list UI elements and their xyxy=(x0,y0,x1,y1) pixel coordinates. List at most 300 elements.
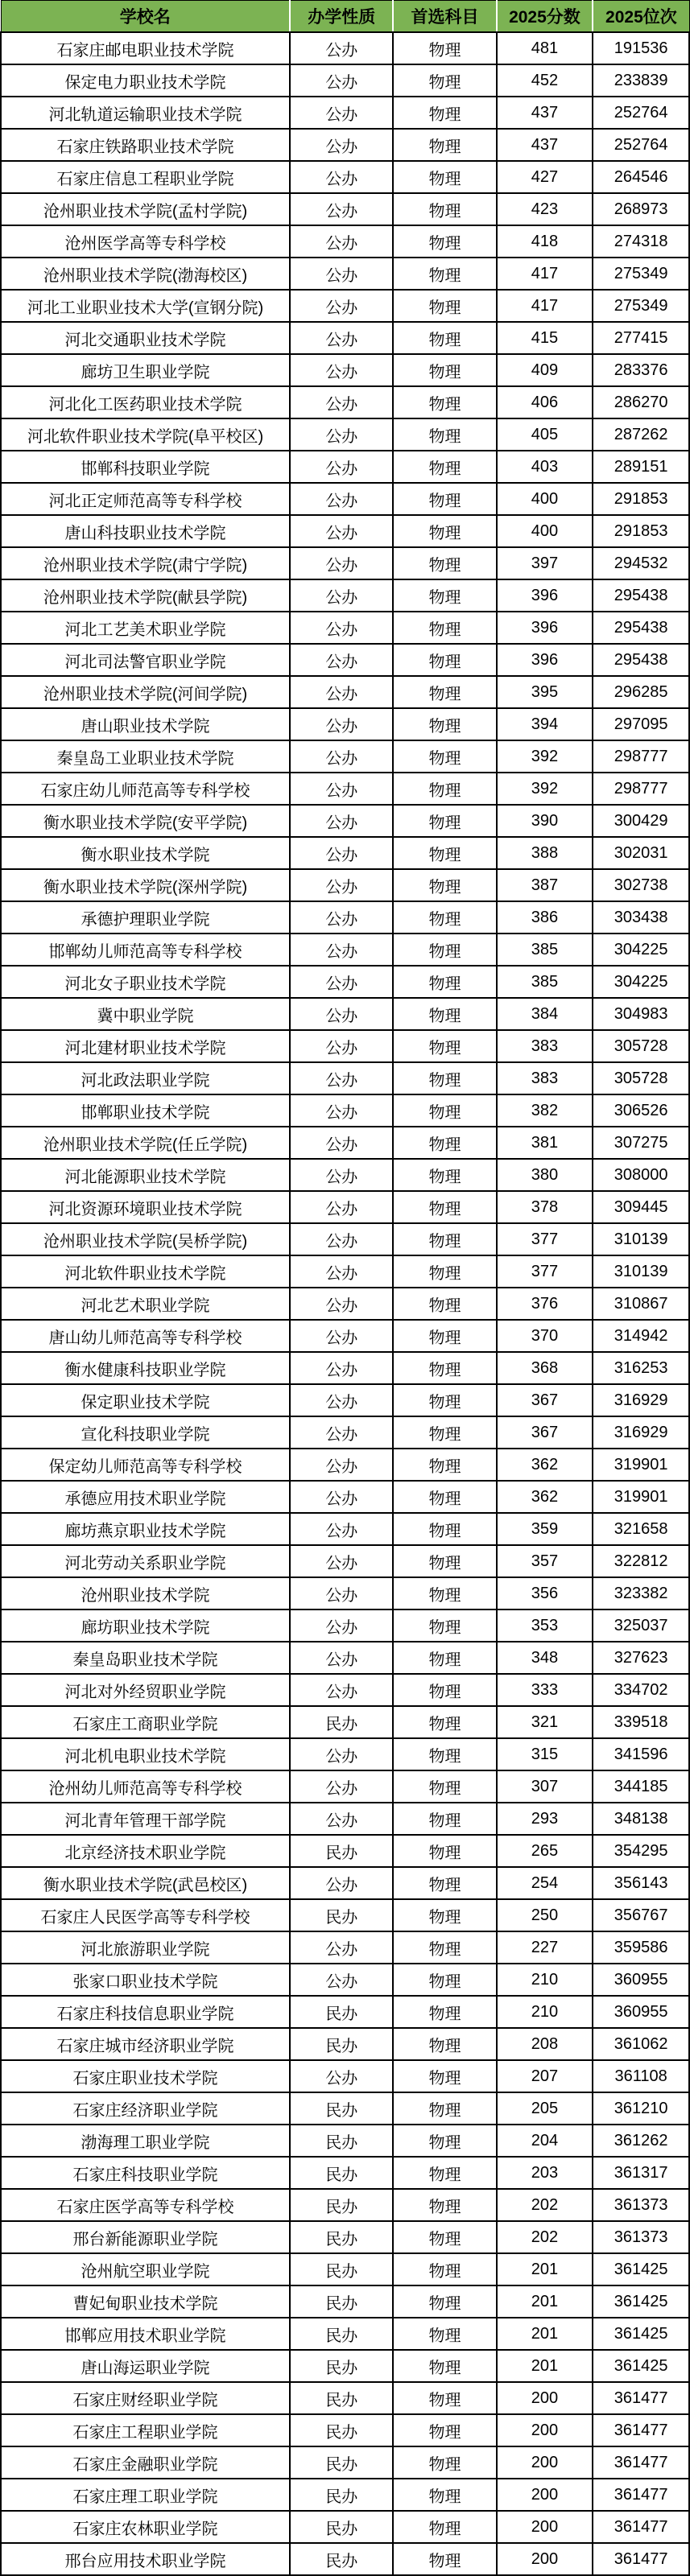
table-row xyxy=(1,1320,689,1352)
score-cell: 250 xyxy=(497,1899,593,1931)
ownership-cell: 公办 xyxy=(290,708,393,740)
subject-cell: 物理 xyxy=(393,418,496,451)
rank-cell: 264546 xyxy=(593,161,689,193)
ownership-cell: 民办 xyxy=(290,2221,393,2253)
score-cell: 427 xyxy=(497,161,593,193)
school-name-cell: 石家庄农林职业学院 xyxy=(1,2511,290,2543)
score-cell: 382 xyxy=(497,1094,593,1127)
school-name-cell: 唐山科技职业技术学院 xyxy=(1,515,290,547)
score-cell: 423 xyxy=(497,193,593,225)
rank-cell: 361210 xyxy=(593,2092,689,2125)
rank-cell: 316253 xyxy=(593,1352,689,1384)
subject-cell: 物理 xyxy=(393,1159,496,1191)
table-row xyxy=(1,161,689,193)
table-row xyxy=(1,676,689,708)
school-name-cell: 河北对外经贸职业学院 xyxy=(1,1674,290,1706)
subject-cell: 物理 xyxy=(393,579,496,612)
score-cell: 380 xyxy=(497,1159,593,1191)
rank-cell: 297095 xyxy=(593,708,689,740)
school-name-cell: 河北机电职业技术学院 xyxy=(1,1738,290,1770)
score-cell: 207 xyxy=(497,2060,593,2092)
ownership-cell: 民办 xyxy=(290,2382,393,2414)
rank-cell: 359586 xyxy=(593,1931,689,1964)
score-cell: 388 xyxy=(497,837,593,869)
score-cell: 353 xyxy=(497,1609,593,1642)
ownership-cell: 民办 xyxy=(290,1835,393,1867)
subject-cell: 物理 xyxy=(393,1545,496,1577)
rank-cell: 356143 xyxy=(593,1867,689,1899)
table-row xyxy=(1,1577,689,1609)
ownership-cell: 民办 xyxy=(290,2446,393,2479)
ownership-cell: 公办 xyxy=(290,1481,393,1513)
table-row xyxy=(1,97,689,129)
score-cell: 205 xyxy=(497,2092,593,2125)
ownership-cell: 公办 xyxy=(290,1545,393,1577)
school-name-cell: 邢台应用技术职业学院 xyxy=(1,2543,290,2575)
school-name-cell: 渤海理工职业学院 xyxy=(1,2125,290,2157)
table-row xyxy=(1,1996,689,2028)
ownership-cell: 公办 xyxy=(290,1223,393,1255)
score-cell: 362 xyxy=(497,1481,593,1513)
subject-cell: 物理 xyxy=(393,2125,496,2157)
table-row xyxy=(1,1030,689,1062)
subject-cell: 物理 xyxy=(393,644,496,676)
score-cell: 293 xyxy=(497,1803,593,1835)
ownership-cell: 公办 xyxy=(290,1191,393,1223)
table-row xyxy=(1,1481,689,1513)
subject-cell: 物理 xyxy=(393,2414,496,2446)
col-header-rank-2025: 2025位次 xyxy=(593,1,689,33)
school-name-cell: 河北化工医药职业技术学院 xyxy=(1,386,290,418)
subject-cell: 物理 xyxy=(393,2189,496,2221)
table-row xyxy=(1,1127,689,1159)
score-cell: 370 xyxy=(497,1320,593,1352)
school-name-cell: 保定电力职业技术学院 xyxy=(1,64,290,97)
school-name-cell: 衡水职业技术学院(深州学院) xyxy=(1,869,290,901)
ownership-cell: 公办 xyxy=(290,837,393,869)
rank-cell: 291853 xyxy=(593,515,689,547)
score-cell: 385 xyxy=(497,966,593,998)
table-row xyxy=(1,837,689,869)
score-cell: 357 xyxy=(497,1545,593,1577)
school-name-cell: 曹妃甸职业技术学院 xyxy=(1,2285,290,2318)
score-cell: 368 xyxy=(497,1352,593,1384)
rank-cell: 325037 xyxy=(593,1609,689,1642)
ownership-cell: 公办 xyxy=(290,1288,393,1320)
rank-cell: 356767 xyxy=(593,1899,689,1931)
school-name-cell: 沧州职业技术学院(渤海校区) xyxy=(1,258,290,290)
school-name-cell: 石家庄工商职业学院 xyxy=(1,1706,290,1738)
subject-cell: 物理 xyxy=(393,2092,496,2125)
table-row xyxy=(1,2157,689,2189)
rank-cell: 361373 xyxy=(593,2221,689,2253)
rank-cell: 275349 xyxy=(593,258,689,290)
ownership-cell: 公办 xyxy=(290,2060,393,2092)
rank-cell: 354295 xyxy=(593,1835,689,1867)
ownership-cell: 公办 xyxy=(290,290,393,322)
ownership-cell: 公办 xyxy=(290,805,393,837)
score-cell: 200 xyxy=(497,2511,593,2543)
ownership-cell: 公办 xyxy=(290,64,393,97)
score-cell: 201 xyxy=(497,2318,593,2350)
score-cell: 200 xyxy=(497,2543,593,2575)
school-name-cell: 宣化科技职业学院 xyxy=(1,1416,290,1449)
table-row xyxy=(1,1384,689,1416)
rank-cell: 295438 xyxy=(593,579,689,612)
ownership-cell: 公办 xyxy=(290,612,393,644)
subject-cell: 物理 xyxy=(393,2446,496,2479)
ownership-cell: 民办 xyxy=(290,2318,393,2350)
table-row xyxy=(1,547,689,579)
subject-cell: 物理 xyxy=(393,1931,496,1964)
table-header xyxy=(1,1,689,33)
school-name-cell: 河北旅游职业学院 xyxy=(1,1931,290,1964)
school-name-cell: 石家庄医学高等专科学校 xyxy=(1,2189,290,2221)
score-cell: 385 xyxy=(497,934,593,966)
subject-cell: 物理 xyxy=(393,805,496,837)
ownership-cell: 公办 xyxy=(290,773,393,805)
subject-cell: 物理 xyxy=(393,451,496,483)
col-header-ownership: 办学性质 xyxy=(290,1,393,33)
ownership-cell: 公办 xyxy=(290,1384,393,1416)
subject-cell: 物理 xyxy=(393,934,496,966)
rank-cell: 327623 xyxy=(593,1642,689,1674)
school-name-cell: 沧州职业技术学院(吴桥学院) xyxy=(1,1223,290,1255)
school-name-cell: 河北司法警官职业学院 xyxy=(1,644,290,676)
school-name-cell: 石家庄工程职业学院 xyxy=(1,2414,290,2446)
table-row xyxy=(1,2060,689,2092)
table-row xyxy=(1,451,689,483)
rank-cell: 360955 xyxy=(593,1964,689,1996)
school-name-cell: 河北政法职业学院 xyxy=(1,1062,290,1094)
score-cell: 265 xyxy=(497,1835,593,1867)
subject-cell: 物理 xyxy=(393,2221,496,2253)
rank-cell: 296285 xyxy=(593,676,689,708)
col-header-subject: 首选科目 xyxy=(393,1,496,33)
ownership-cell: 公办 xyxy=(290,998,393,1030)
score-cell: 200 xyxy=(497,2414,593,2446)
rank-cell: 361062 xyxy=(593,2028,689,2060)
subject-cell: 物理 xyxy=(393,2350,496,2382)
table-row xyxy=(1,1835,689,1867)
school-name-cell: 沧州幼儿师范高等专科学校 xyxy=(1,1770,290,1803)
school-name-cell: 沧州职业技术学院 xyxy=(1,1577,290,1609)
ownership-cell: 公办 xyxy=(290,869,393,901)
score-cell: 437 xyxy=(497,97,593,129)
ownership-cell: 公办 xyxy=(290,97,393,129)
rank-cell: 361425 xyxy=(593,2285,689,2318)
rank-cell: 191536 xyxy=(593,32,689,64)
ownership-cell: 公办 xyxy=(290,1674,393,1706)
table-row xyxy=(1,386,689,418)
table-row xyxy=(1,1899,689,1931)
rank-cell: 286270 xyxy=(593,386,689,418)
table-row xyxy=(1,1513,689,1545)
rank-cell: 295438 xyxy=(593,612,689,644)
subject-cell: 物理 xyxy=(393,483,496,515)
rank-cell: 310139 xyxy=(593,1223,689,1255)
rank-cell: 339518 xyxy=(593,1706,689,1738)
ownership-cell: 公办 xyxy=(290,547,393,579)
score-cell: 396 xyxy=(497,579,593,612)
table-row xyxy=(1,2350,689,2382)
table-row xyxy=(1,934,689,966)
school-name-cell: 保定幼儿师范高等专科学校 xyxy=(1,1449,290,1481)
subject-cell: 物理 xyxy=(393,32,496,64)
school-name-cell: 北京经济技术职业学院 xyxy=(1,1835,290,1867)
score-cell: 403 xyxy=(497,451,593,483)
ownership-cell: 民办 xyxy=(290,1706,393,1738)
table-row xyxy=(1,2446,689,2479)
score-cell: 201 xyxy=(497,2350,593,2382)
rank-cell: 361373 xyxy=(593,2189,689,2221)
subject-cell: 物理 xyxy=(393,966,496,998)
subject-cell: 物理 xyxy=(393,1030,496,1062)
score-cell: 377 xyxy=(497,1223,593,1255)
rank-cell: 298777 xyxy=(593,740,689,773)
school-name-cell: 石家庄财经职业学院 xyxy=(1,2382,290,2414)
ownership-cell: 公办 xyxy=(290,1642,393,1674)
subject-cell: 物理 xyxy=(393,1255,496,1288)
col-header-school-name: 学校名 xyxy=(1,1,290,33)
school-name-cell: 唐山职业技术学院 xyxy=(1,708,290,740)
school-name-cell: 石家庄理工职业学院 xyxy=(1,2479,290,2511)
ownership-cell: 民办 xyxy=(290,2414,393,2446)
ownership-cell: 公办 xyxy=(290,1320,393,1352)
table-row xyxy=(1,2511,689,2543)
rank-cell: 304983 xyxy=(593,998,689,1030)
table-row xyxy=(1,740,689,773)
subject-cell: 物理 xyxy=(393,2479,496,2511)
table-row xyxy=(1,1642,689,1674)
subject-cell: 物理 xyxy=(393,1223,496,1255)
subject-cell: 物理 xyxy=(393,1738,496,1770)
ownership-cell: 公办 xyxy=(290,354,393,386)
ownership-cell: 公办 xyxy=(290,418,393,451)
subject-cell: 物理 xyxy=(393,1964,496,1996)
score-cell: 377 xyxy=(497,1255,593,1288)
school-name-cell: 唐山海运职业学院 xyxy=(1,2350,290,2382)
table-row xyxy=(1,966,689,998)
ownership-cell: 公办 xyxy=(290,1416,393,1449)
school-name-cell: 沧州航空职业学院 xyxy=(1,2253,290,2285)
col-header-score-2025: 2025分数 xyxy=(497,1,593,33)
ownership-cell: 公办 xyxy=(290,386,393,418)
school-name-cell: 张家口职业技术学院 xyxy=(1,1964,290,1996)
rank-cell: 322812 xyxy=(593,1545,689,1577)
score-cell: 227 xyxy=(497,1931,593,1964)
table-row xyxy=(1,418,689,451)
school-name-cell: 唐山幼儿师范高等专科学校 xyxy=(1,1320,290,1352)
ownership-cell: 公办 xyxy=(290,1738,393,1770)
school-name-cell: 石家庄经济职业学院 xyxy=(1,2092,290,2125)
ownership-cell: 民办 xyxy=(290,2253,393,2285)
subject-cell: 物理 xyxy=(393,1899,496,1931)
score-cell: 392 xyxy=(497,773,593,805)
school-name-cell: 河北能源职业技术学院 xyxy=(1,1159,290,1191)
subject-cell: 物理 xyxy=(393,515,496,547)
ownership-cell: 公办 xyxy=(290,1030,393,1062)
ownership-cell: 公办 xyxy=(290,1352,393,1384)
rank-cell: 348138 xyxy=(593,1803,689,1835)
score-cell: 203 xyxy=(497,2157,593,2189)
rank-cell: 323382 xyxy=(593,1577,689,1609)
ownership-cell: 公办 xyxy=(290,966,393,998)
school-name-cell: 沧州职业技术学院(孟村学院) xyxy=(1,193,290,225)
ownership-cell: 公办 xyxy=(290,1964,393,1996)
score-cell: 204 xyxy=(497,2125,593,2157)
table-row xyxy=(1,1288,689,1320)
rank-cell: 308000 xyxy=(593,1159,689,1191)
ownership-cell: 民办 xyxy=(290,2511,393,2543)
score-cell: 481 xyxy=(497,32,593,64)
school-name-cell: 沧州职业技术学院(献县学院) xyxy=(1,579,290,612)
table-row xyxy=(1,2253,689,2285)
score-cell: 367 xyxy=(497,1416,593,1449)
table-row xyxy=(1,2285,689,2318)
table-row xyxy=(1,1416,689,1449)
score-cell: 315 xyxy=(497,1738,593,1770)
table-row xyxy=(1,322,689,354)
ownership-cell: 公办 xyxy=(290,1577,393,1609)
score-cell: 394 xyxy=(497,708,593,740)
ownership-cell: 公办 xyxy=(290,1127,393,1159)
ownership-cell: 公办 xyxy=(290,579,393,612)
table-row xyxy=(1,515,689,547)
subject-cell: 物理 xyxy=(393,2253,496,2285)
rank-cell: 277415 xyxy=(593,322,689,354)
rank-cell: 252764 xyxy=(593,97,689,129)
subject-cell: 物理 xyxy=(393,225,496,258)
ownership-cell: 民办 xyxy=(290,2028,393,2060)
subject-cell: 物理 xyxy=(393,322,496,354)
ownership-cell: 公办 xyxy=(290,1609,393,1642)
table-row xyxy=(1,869,689,901)
subject-cell: 物理 xyxy=(393,901,496,934)
table-row xyxy=(1,1159,689,1191)
rank-cell: 233839 xyxy=(593,64,689,97)
school-name-cell: 邯郸幼儿师范高等专科学校 xyxy=(1,934,290,966)
score-cell: 307 xyxy=(497,1770,593,1803)
school-name-cell: 衡水职业技术学院 xyxy=(1,837,290,869)
score-cell: 397 xyxy=(497,547,593,579)
ownership-cell: 公办 xyxy=(290,644,393,676)
table-row xyxy=(1,1094,689,1127)
school-name-cell: 沧州职业技术学院(河间学院) xyxy=(1,676,290,708)
subject-cell: 物理 xyxy=(393,290,496,322)
school-name-cell: 石家庄科技职业学院 xyxy=(1,2157,290,2189)
school-name-cell: 衡水健康科技职业学院 xyxy=(1,1352,290,1384)
table-row xyxy=(1,32,689,64)
rank-cell: 361425 xyxy=(593,2253,689,2285)
rank-cell: 361477 xyxy=(593,2446,689,2479)
table-row xyxy=(1,1803,689,1835)
rank-cell: 302031 xyxy=(593,837,689,869)
score-cell: 383 xyxy=(497,1062,593,1094)
rank-cell: 305728 xyxy=(593,1030,689,1062)
rank-cell: 316929 xyxy=(593,1416,689,1449)
score-cell: 386 xyxy=(497,901,593,934)
subject-cell: 物理 xyxy=(393,1513,496,1545)
subject-cell: 物理 xyxy=(393,998,496,1030)
subject-cell: 物理 xyxy=(393,612,496,644)
subject-cell: 物理 xyxy=(393,1094,496,1127)
score-cell: 210 xyxy=(497,1964,593,1996)
rank-cell: 361477 xyxy=(593,2543,689,2575)
subject-cell: 物理 xyxy=(393,1770,496,1803)
table-row xyxy=(1,1964,689,1996)
school-name-cell: 河北女子职业技术学院 xyxy=(1,966,290,998)
school-name-cell: 沧州医学高等专科学校 xyxy=(1,225,290,258)
subject-cell: 物理 xyxy=(393,1127,496,1159)
score-cell: 202 xyxy=(497,2189,593,2221)
school-name-cell: 衡水职业技术学院(武邑校区) xyxy=(1,1867,290,1899)
table-row xyxy=(1,483,689,515)
school-name-cell: 河北交通职业技术学院 xyxy=(1,322,290,354)
school-name-cell: 河北建材职业技术学院 xyxy=(1,1030,290,1062)
table-row xyxy=(1,2543,689,2575)
score-cell: 356 xyxy=(497,1577,593,1609)
table-row xyxy=(1,1706,689,1738)
subject-cell: 物理 xyxy=(393,1609,496,1642)
school-name-cell: 河北工艺美术职业学院 xyxy=(1,612,290,644)
rank-cell: 314942 xyxy=(593,1320,689,1352)
ownership-cell: 民办 xyxy=(290,2285,393,2318)
subject-cell: 物理 xyxy=(393,740,496,773)
table-row xyxy=(1,129,689,161)
score-cell: 201 xyxy=(497,2285,593,2318)
table-row xyxy=(1,1770,689,1803)
rank-cell: 291853 xyxy=(593,483,689,515)
table-row xyxy=(1,1062,689,1094)
ownership-cell: 公办 xyxy=(290,1931,393,1964)
school-name-cell: 河北轨道运输职业技术学院 xyxy=(1,97,290,129)
ownership-cell: 公办 xyxy=(290,1449,393,1481)
school-name-cell: 沧州职业技术学院(肃宁学院) xyxy=(1,547,290,579)
subject-cell: 物理 xyxy=(393,1835,496,1867)
score-cell: 418 xyxy=(497,225,593,258)
rank-cell: 303438 xyxy=(593,901,689,934)
score-cell: 348 xyxy=(497,1642,593,1674)
subject-cell: 物理 xyxy=(393,869,496,901)
rank-cell: 361477 xyxy=(593,2511,689,2543)
score-cell: 200 xyxy=(497,2446,593,2479)
ownership-cell: 公办 xyxy=(290,32,393,64)
rank-cell: 304225 xyxy=(593,966,689,998)
ownership-cell: 民办 xyxy=(290,2157,393,2189)
school-name-cell: 衡水职业技术学院(安平学院) xyxy=(1,805,290,837)
score-cell: 376 xyxy=(497,1288,593,1320)
table-row xyxy=(1,773,689,805)
subject-cell: 物理 xyxy=(393,97,496,129)
score-cell: 201 xyxy=(497,2253,593,2285)
subject-cell: 物理 xyxy=(393,354,496,386)
ownership-cell: 公办 xyxy=(290,258,393,290)
score-cell: 387 xyxy=(497,869,593,901)
subject-cell: 物理 xyxy=(393,1803,496,1835)
score-cell: 400 xyxy=(497,515,593,547)
school-name-cell: 河北资源环境职业技术学院 xyxy=(1,1191,290,1223)
school-name-cell: 石家庄职业技术学院 xyxy=(1,2060,290,2092)
ownership-cell: 公办 xyxy=(290,129,393,161)
rank-cell: 274318 xyxy=(593,225,689,258)
rank-cell: 309445 xyxy=(593,1191,689,1223)
subject-cell: 物理 xyxy=(393,676,496,708)
subject-cell: 物理 xyxy=(393,773,496,805)
rank-cell: 321658 xyxy=(593,1513,689,1545)
score-cell: 321 xyxy=(497,1706,593,1738)
subject-cell: 物理 xyxy=(393,258,496,290)
